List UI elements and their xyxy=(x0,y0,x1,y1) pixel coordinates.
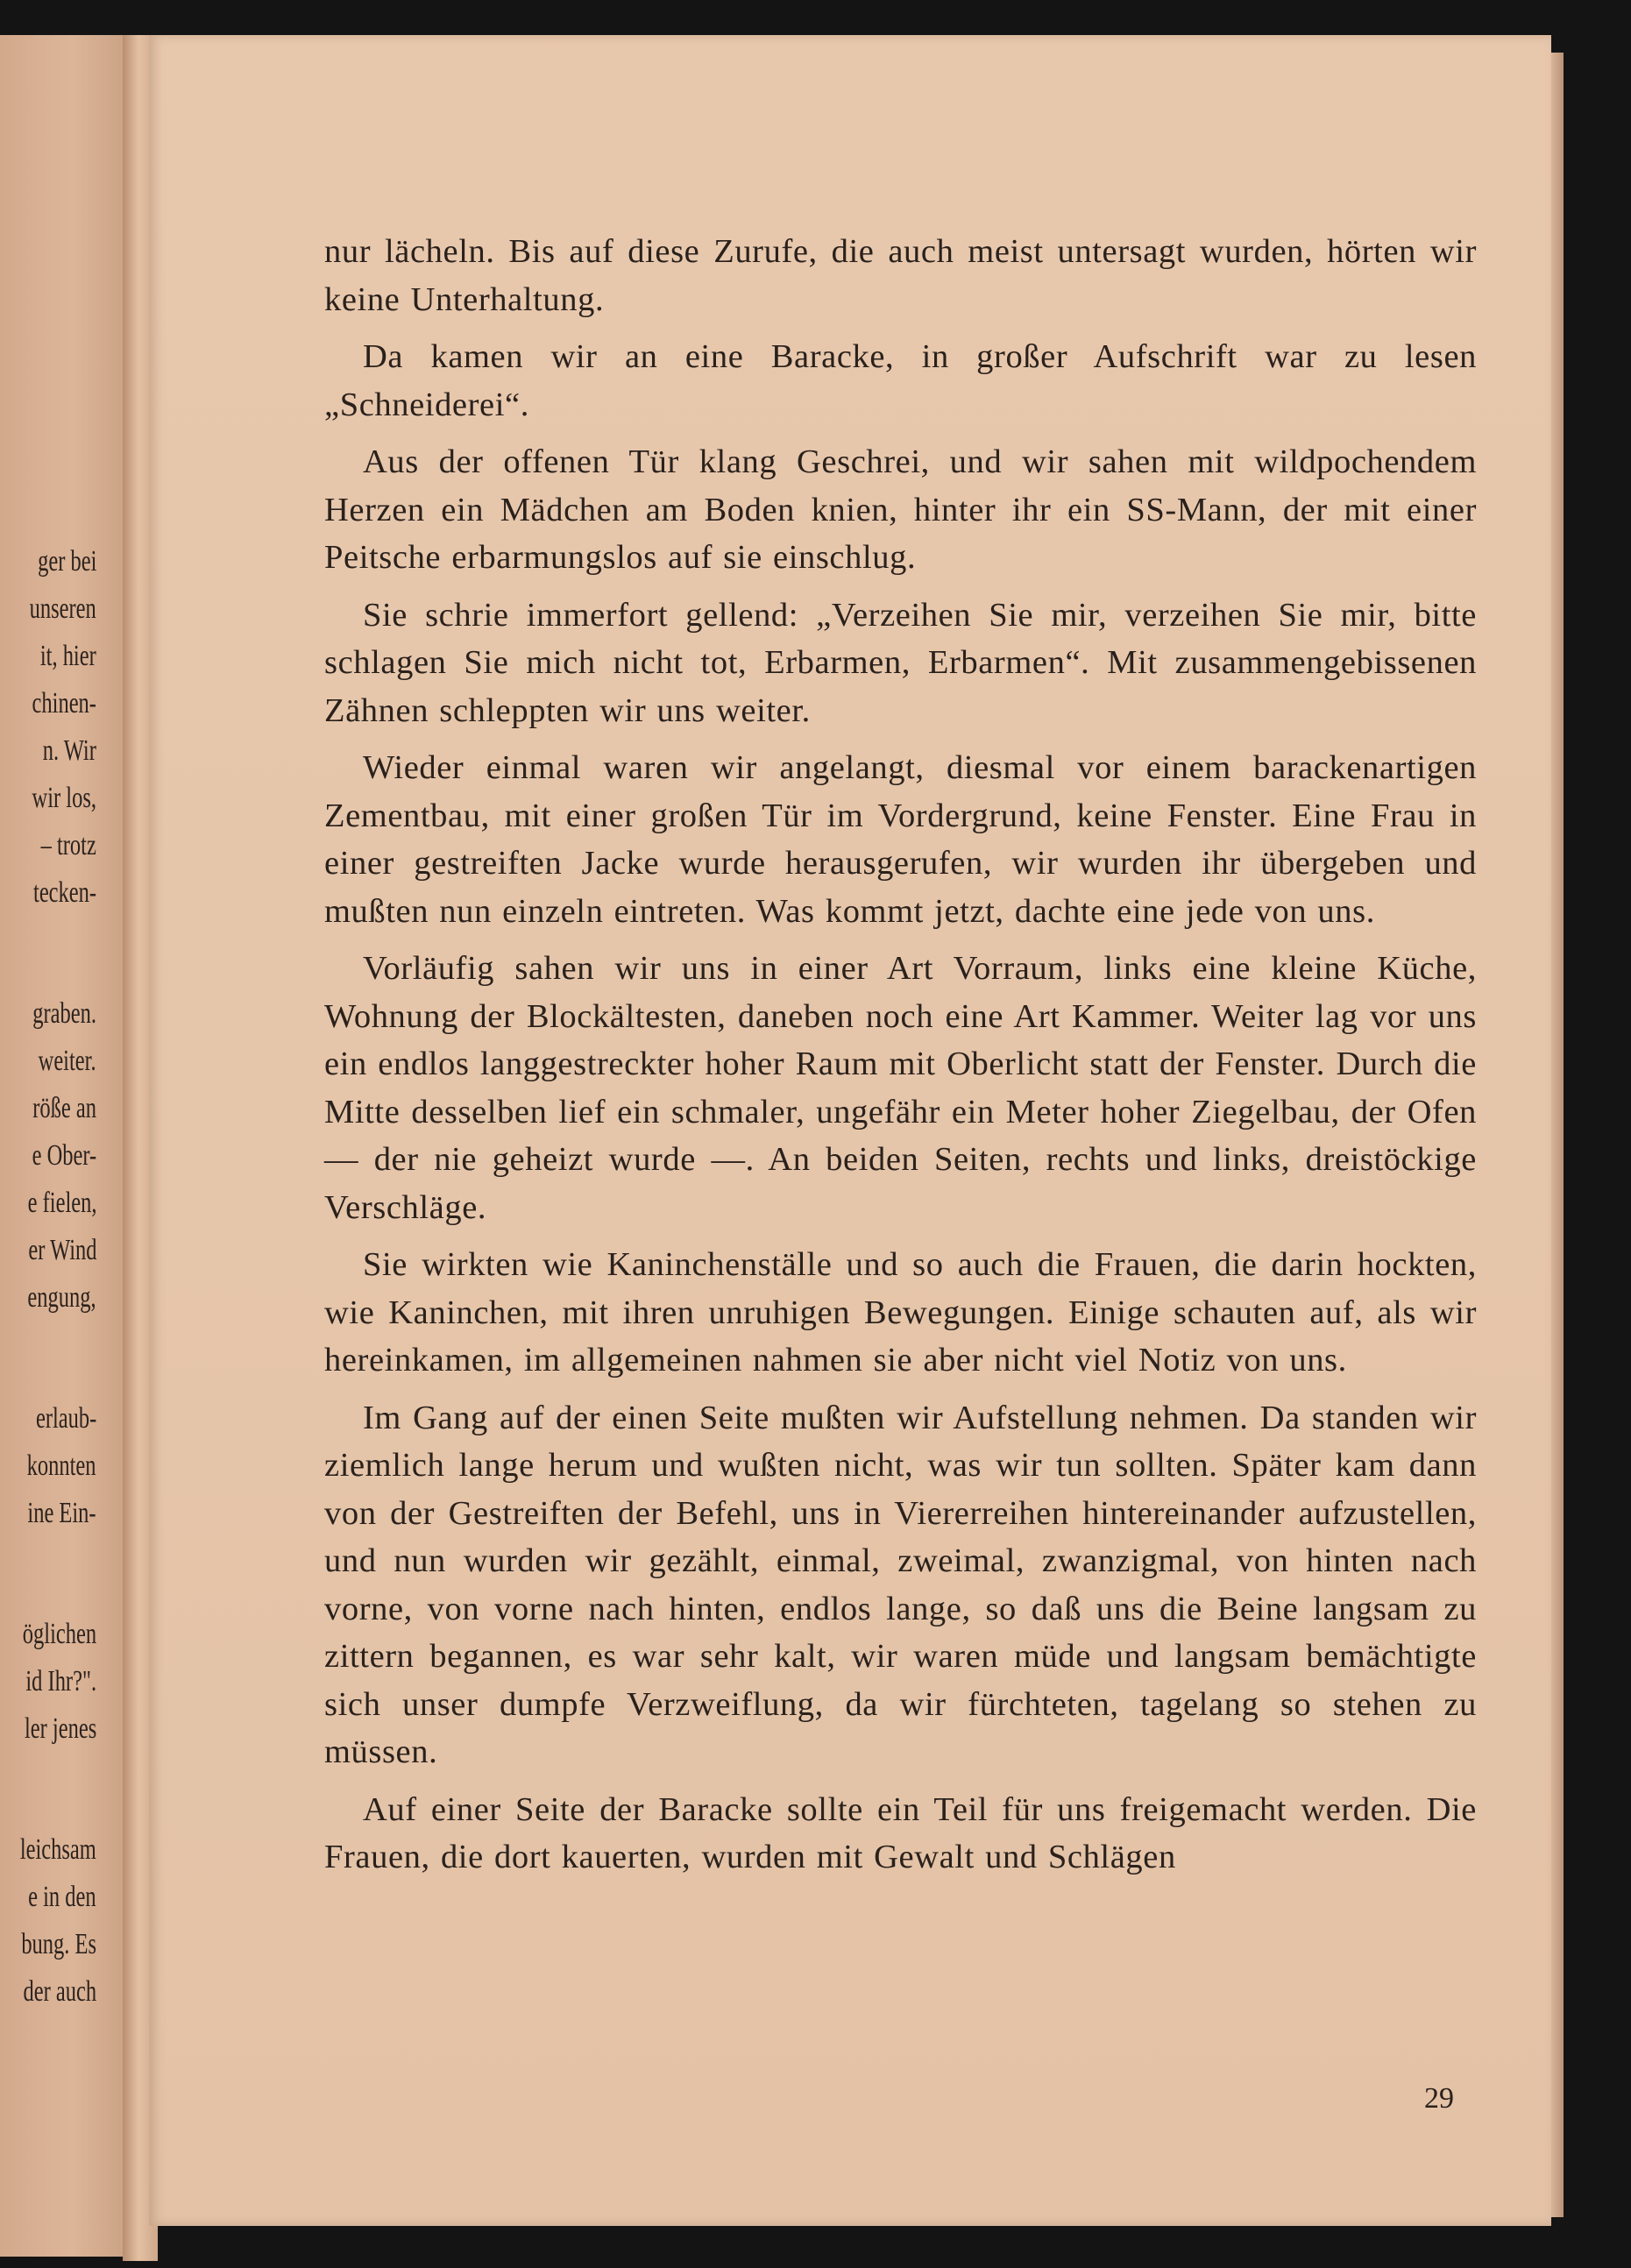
left-page-line: er Wind xyxy=(27,1234,96,1266)
left-page-line: tecken- xyxy=(32,876,96,909)
book-page xyxy=(149,35,1551,2226)
left-page-line: graben. xyxy=(32,997,96,1030)
left-page-line: öglichen xyxy=(22,1618,96,1650)
left-page-line: ine Ein- xyxy=(27,1497,96,1529)
left-page-line: ler jenes xyxy=(24,1712,96,1745)
left-page-line: n. Wir xyxy=(42,734,96,767)
left-page-line: unseren xyxy=(29,592,96,625)
left-page-line: wir los, xyxy=(32,782,96,814)
left-page-line: e fielen, xyxy=(27,1187,96,1219)
left-page-line: it, hier xyxy=(40,640,96,672)
left-page-line: erlaub- xyxy=(35,1402,96,1435)
paragraph: Auf einer Seite der Baracke sollte ein Teil für uns freigemacht werden. Die Frauen, die dort kauerten, wurden mit Gewalt und Schlägen xyxy=(324,1790,1477,1875)
paragraph: nur lächeln. Bis auf diese Zurufe, die auch meist untersagt wurden, hörten wir keine Unterhaltung. xyxy=(324,233,1477,318)
left-page-line: röße an xyxy=(32,1092,96,1124)
left-page-line: leichsam xyxy=(19,1833,96,1866)
left-page-line: id Ihr?". xyxy=(25,1665,96,1697)
left-page-line: engung, xyxy=(27,1281,96,1314)
left-page-line: bung. Es xyxy=(21,1928,96,1960)
page-text-block xyxy=(324,228,1477,1891)
left-page-line: e Ober- xyxy=(32,1139,96,1172)
left-page-line: der auch xyxy=(23,1975,96,2008)
left-facing-page xyxy=(0,35,131,2257)
left-page-line: konnten xyxy=(27,1449,96,1482)
left-page-line: chinen- xyxy=(32,687,96,719)
paragraph: Sie wirkten wie Kaninchenställe und so auch die Frauen, die darin hockten, wie Kaninchen, mit ihren unruhigen Bewegungen. Einige schauten auf, als wir hereinkamen, im allgemeinen nahmen sie aber nicht viel Notiz von uns. xyxy=(324,1246,1477,1379)
paragraph: Vorläufig sahen wir uns in einer Art Vorraum, links eine kleine Küche, Wohnung der Blockältesten, daneben noch eine Art Kammer. Weiter lag vor uns ein endlos langgestreckter hoher Raum mit Oberlicht statt der Fenster. Durch die Mitte desselben lief ein schmaler, ungefähr ein Meter hoher Ziegelbau, der Ofen — der nie geheizt wurde —. An beiden Seiten, rechts und links, dreistöckige Verschläge. xyxy=(324,950,1477,1226)
left-page-text-fragments xyxy=(0,35,114,2257)
page-number: 29 xyxy=(1424,2082,1454,2115)
paragraph: Aus der offenen Tür klang Geschrei, und wir sahen mit wildpochendem Herzen ein Mädchen am Boden knien, hinter ihr ein SS-Mann, der mit einer Peitsche erbarmungslos auf sie einschlug. xyxy=(324,443,1477,576)
paragraph: Im Gang auf der einen Seite mußten wir Aufstellung nehmen. Da standen wir ziemlich lange herum und wußten nicht, was wir tun sollten. Später kam dann von der Gestreiften der Befehl, uns in Viererreihen hintereinander aufzustellen, und nun wurden wir gezählt, einmal, zweimal, zwanzigmal, von hinten nach vorne, von vorne nach hinten, endlos lange, so daß uns die Beine langsam zu zittern begannen, es war sehr kalt, wir waren müde und langsam bemächtigte sich unser dumpfe Verzweiflung, da wir fürchteten, tagelang so stehen zu müssen. xyxy=(324,1399,1477,1770)
left-page-line: – trotz xyxy=(40,829,96,861)
paragraph: Wieder einmal waren wir angelangt, diesmal vor einem barackenartigen Zementbau, mit einer großen Tür im Vordergrund, keine Fenster. Eine Frau in einer gestreiften Jacke wurde herausgerufen, wir wurden ihr übergeben und mußten nun einzeln eintreten. Was kommt jetzt, dachte eine jede von uns. xyxy=(324,749,1477,930)
left-page-line: e in den xyxy=(28,1881,96,1913)
left-page-line: weiter. xyxy=(39,1045,96,1077)
left-page-line: ger bei xyxy=(37,545,96,578)
page-edge xyxy=(1551,53,1564,2217)
paragraph: Da kamen wir an eine Baracke, in großer Aufschrift war zu lesen „Schneiderei“. xyxy=(324,338,1477,423)
paragraph: Sie schrie immerfort gellend: „Verzeihen Sie mir, verzeihen Sie mir, bitte schlagen Sie mich nicht tot, Erbarmen, Erbarmen“. Mit zusammengebissenen Zähnen schleppten wir uns weiter. xyxy=(324,596,1477,729)
